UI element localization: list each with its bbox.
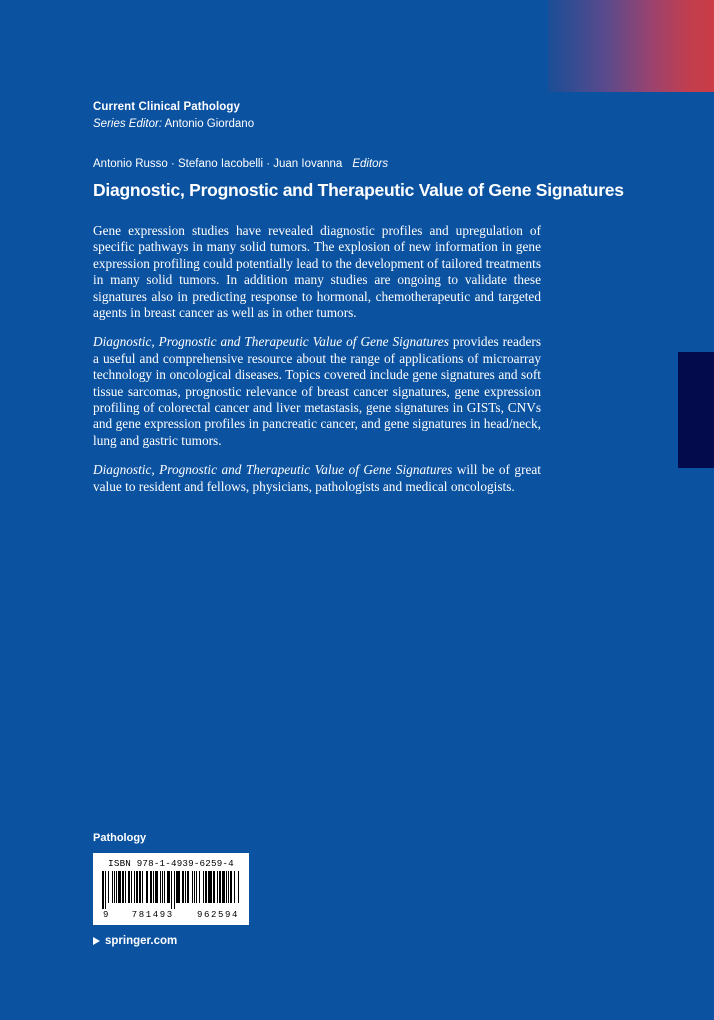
cover-text-column: [93, 100, 624, 495]
triangle-bullet-icon: [93, 937, 100, 945]
subject-category-label: Pathology: [93, 832, 147, 844]
page-title: Diagnostic, Prognostic and Therapeutic Value of Gene Signatures: [93, 180, 624, 200]
ean-group-1: 781493: [131, 910, 174, 920]
blurb-book-title-2: Diagnostic, Prognostic and Therapeutic Value of Gene Signatures: [93, 334, 449, 350]
blurb-paragraph-2: [93, 334, 541, 449]
ean-lead-digit: 9: [103, 910, 109, 920]
publisher-link[interactable]: [93, 934, 293, 948]
series-editor-label: Series Editor:: [93, 118, 163, 130]
publisher-url-label: springer.com: [105, 935, 178, 947]
corner-gradient-decoration: [548, 0, 714, 92]
blurb-paragraph-3-rest: will be of great value to resident and fellows, physicians, pathologists and medical oncologists.: [93, 462, 541, 494]
editors-line: [93, 157, 541, 172]
navy-accent-block: [678, 352, 714, 468]
ean-digits: [100, 910, 242, 921]
blurb-paragraph-3: [93, 462, 541, 495]
cover-footer: [93, 831, 293, 948]
barcode-space: [239, 871, 240, 909]
editors-role-label: Editors: [352, 158, 389, 170]
blurb-book-title-3: Diagnostic, Prognostic and Therapeutic Value of Gene Signatures: [93, 462, 453, 478]
isbn-number: ISBN 978-1-4939-6259-4: [108, 858, 234, 869]
isbn-barcode: [93, 853, 249, 925]
blurb-paragraph-1: Gene expression studies have revealed diagnostic profiles and upregulation of specific pathways in many solid tumors. The explosion of new information in gene expression profiling could potentially lead to the development of tailored treatments in many solid tumors. In addition many studies are ongoing to validate these signatures also in predicting response to hormonal, chemotherapeutic and targeted agents in breast cancer as well as in other tumors.: [93, 223, 541, 321]
editor-names: Antonio Russo · Stefano Iacobelli · Juan Iovanna: [93, 158, 343, 170]
barcode-bars: [100, 871, 242, 909]
series-editor-name: Antonio Giordano: [164, 118, 255, 130]
series-editor-line: [93, 116, 541, 132]
ean-group-2: 962594: [196, 910, 239, 920]
series-name: Current Clinical Pathology: [93, 101, 241, 113]
blurb-paragraph-2-rest: provides readers a useful and comprehensive resource about the range of applications of microarray technology in oncological diseases. Topics covered include gene signatures and soft tissue sarcomas, prognostic relevance of breast cancer signatures, gene expression profiling of colorectal cancer and liver metastasis, gene signatures in GISTs, CNVs and gene expression profiles in pancreatic cancer, and gene signatures in head/neck, lung and gastric tumors.: [93, 334, 541, 448]
blurb-text: [93, 223, 541, 495]
